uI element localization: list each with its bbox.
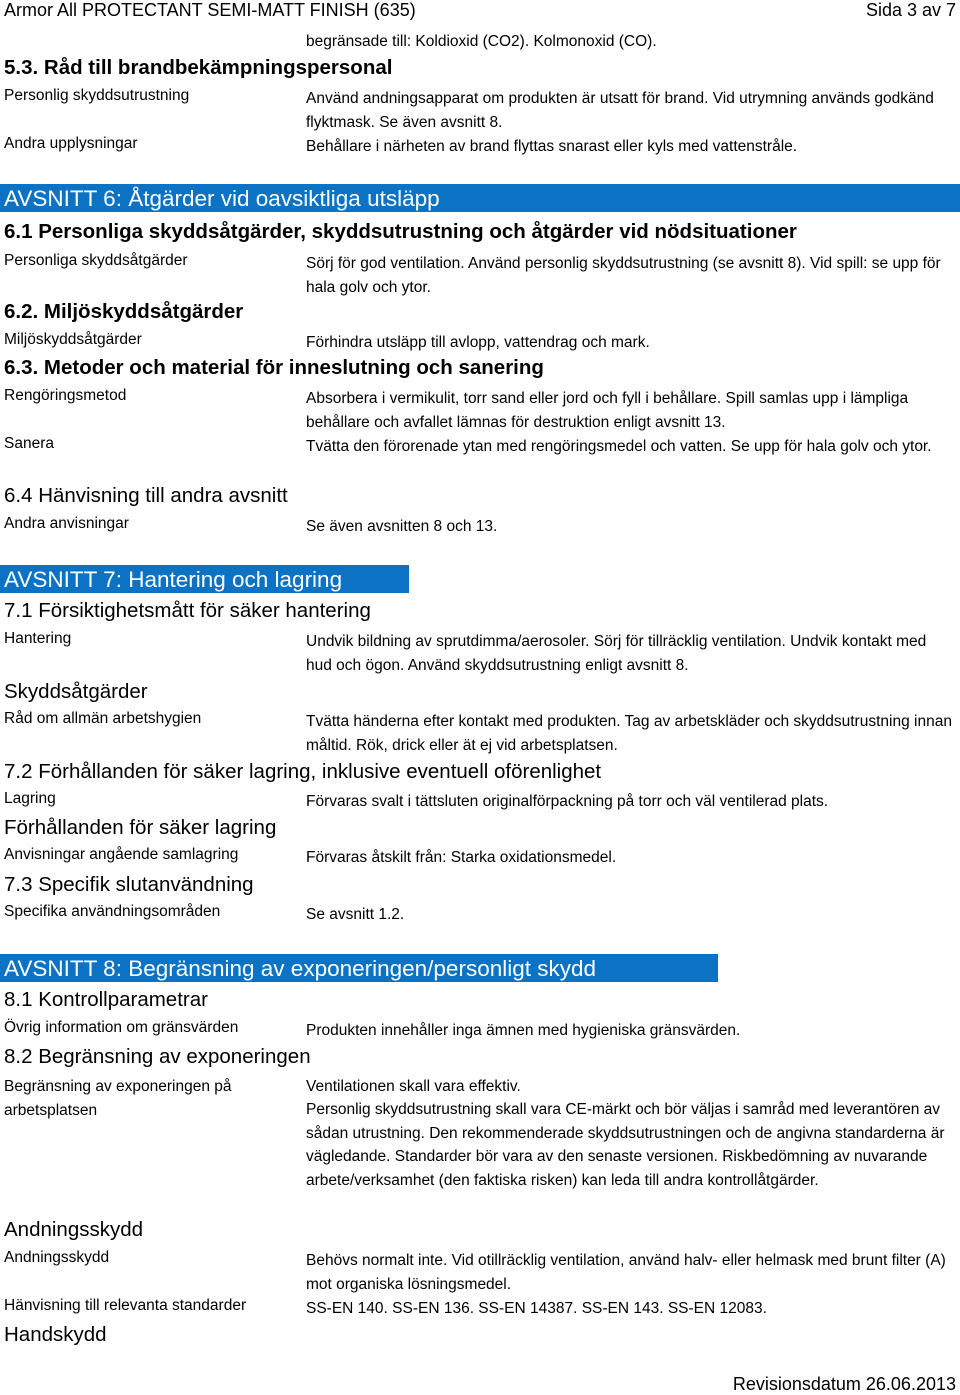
value-workplace-exposure-2: Personlig skyddsutrustning skall vara CE-märkt och bör väljas i samråd med leverantören av sådan utrustning. Den rekommenderade skyddsutrustningen och de angivna standarderna är vägledande. Standarder bör vara av den senaste versionen. Riskbedömning av nuvarande arbete/verksamhet (den faktiska risken) kan leda till andra kontrollåtgärder.	[306, 1101, 945, 1189]
value-workplace-exposure-1: Ventilationen skall vara effektiv.	[306, 1078, 521, 1095]
heading-5-3: 5.3. Råd till brandbekämpningspersonal	[4, 56, 393, 79]
value-environmental: Förhindra utsläpp till avlopp, vattendrag och mark.	[306, 334, 650, 351]
label-specific-use: Specifika användningsområden	[4, 903, 221, 920]
value-co-storage: Förvaras åtskilt från: Starka oxidationsmedel.	[306, 849, 617, 866]
label-ppe: Personlig skyddsutrustning	[4, 87, 190, 104]
heading-protective-measures: Skyddsåtgärder	[4, 680, 148, 703]
heading-7-1: 7.1 Försiktighetsmått för säker hantering	[4, 599, 371, 622]
value-hygiene: Tvätta händerna efter kontakt med produkten. Tag av arbetskläder och skyddsutrustning innan måltid. Rök, drick eller ät ej vid arbetsplatsen.	[306, 713, 952, 754]
heading-storage-conditions: Förhållanden för säker lagring	[4, 816, 277, 839]
value-other-references: Se även avsnitten 8 och 13.	[306, 518, 498, 535]
label-environmental: Miljöskyddsåtgärder	[4, 331, 142, 348]
extinguishing-continuation: begränsade till: Koldioxid (CO2). Kolmonoxid (CO).	[306, 33, 657, 50]
value-personal-precautions: Sörj för god ventilation. Använd personlig skyddsutrustning (se avsnitt 8). Vid spill: se upp för hala golv och ytor.	[306, 255, 941, 296]
label-standards: Hänvisning till relevanta standarder	[4, 1297, 247, 1314]
value-cleaning-method: Absorbera i vermikulit, torr sand eller jord och fyll i behållare. Spill samlas upp i lämpliga behållare och avfallet lämnas för destruktion enligt avsnitt 13.	[306, 390, 909, 431]
label-limit-info: Övrig information om gränsvärden	[4, 1019, 239, 1036]
heading-7-3: 7.3 Specifik slutanvändning	[4, 873, 254, 896]
value-limit-info: Produkten innehåller inga ämnen med hygieniska gränsvärden.	[306, 1022, 741, 1039]
value-decontaminate: Tvätta den förorenade ytan med rengöringsmedel och vatten. Se upp för hala golv och ytor.	[306, 438, 932, 455]
value-ppe: Använd andningsapparat om produkten är utsatt för brand. Vid utrymning används godkänd flyktmask. Se även avsnitt 8.	[306, 90, 934, 131]
value-other-info: Behållare i närheten av brand flyttas snarast eller kyls med vattenstråle.	[306, 138, 798, 155]
value-specific-use: Se avsnitt 1.2.	[306, 906, 405, 923]
heading-8-2: 8.2 Begränsning av exponeringen	[4, 1045, 311, 1068]
heading-6-2: 6.2. Miljöskyddsåtgärder	[4, 300, 244, 323]
heading-8-1: 8.1 Kontrollparametrar	[4, 988, 208, 1011]
section-8-bar: AVSNITT 8: Begränsning av exponeringen/personligt skydd	[0, 954, 718, 982]
section-6-bar: AVSNITT 6: Åtgärder vid oavsiktliga utsläpp	[0, 184, 960, 212]
label-handling: Hantering	[4, 630, 72, 647]
heading-respiratory: Andningsskydd	[4, 1218, 144, 1241]
label-other-info: Andra upplysningar	[4, 135, 138, 152]
heading-6-3: 6.3. Metoder och material för inneslutning och sanering	[4, 356, 544, 379]
label-hygiene: Råd om allmän arbetshygien	[4, 710, 202, 727]
label-workplace-exposure: Begränsning av exponeringen på arbetsplatsen	[4, 1078, 232, 1119]
value-respiratory: Behövs normalt inte. Vid otillräcklig ventilation, använd halv- eller helmask med brunt filter (A) mot organiska lösningsmedel.	[306, 1252, 946, 1293]
label-respiratory: Andningsskydd	[4, 1249, 110, 1266]
section-7-bar: AVSNITT 7: Hantering och lagring	[0, 565, 409, 593]
label-co-storage: Anvisningar angående samlagring	[4, 846, 239, 863]
heading-hand-protection: Handskydd	[4, 1323, 107, 1346]
label-personal-precautions: Personliga skyddsåtgärder	[4, 252, 188, 269]
label-other-references: Andra anvisningar	[4, 515, 129, 532]
value-storage: Förvaras svalt i tättsluten originalförpackning på torr och väl ventilerad plats.	[306, 793, 829, 810]
heading-6-4: 6.4 Hänvisning till andra avsnitt	[4, 484, 288, 507]
heading-7-2: 7.2 Förhållanden för säker lagring, inklusive eventuell oförenlighet	[4, 760, 602, 783]
document-title: Armor All PROTECTANT SEMI-MATT FINISH (635)	[4, 0, 416, 20]
page-number: Sida 3 av 7	[865, 0, 956, 20]
value-handling: Undvik bildning av sprutdimma/aerosoler. Sörj för tillräcklig ventilation. Undvik kontakt med hud och ögon. Använd skyddsutrustning enligt avsnitt 8.	[306, 633, 927, 674]
label-cleaning-method: Rengöringsmetod	[4, 387, 127, 404]
revision-date: Revisionsdatum 26.06.2013	[732, 1374, 956, 1394]
label-decontaminate: Sanera	[4, 435, 54, 452]
heading-6-1: 6.1 Personliga skyddsåtgärder, skyddsutrustning och åtgärder vid nödsituationer	[4, 220, 797, 243]
label-storage: Lagring	[4, 790, 56, 807]
value-standards: SS-EN 140. SS-EN 136. SS-EN 14387. SS-EN 143. SS-EN 12083.	[306, 1300, 767, 1317]
